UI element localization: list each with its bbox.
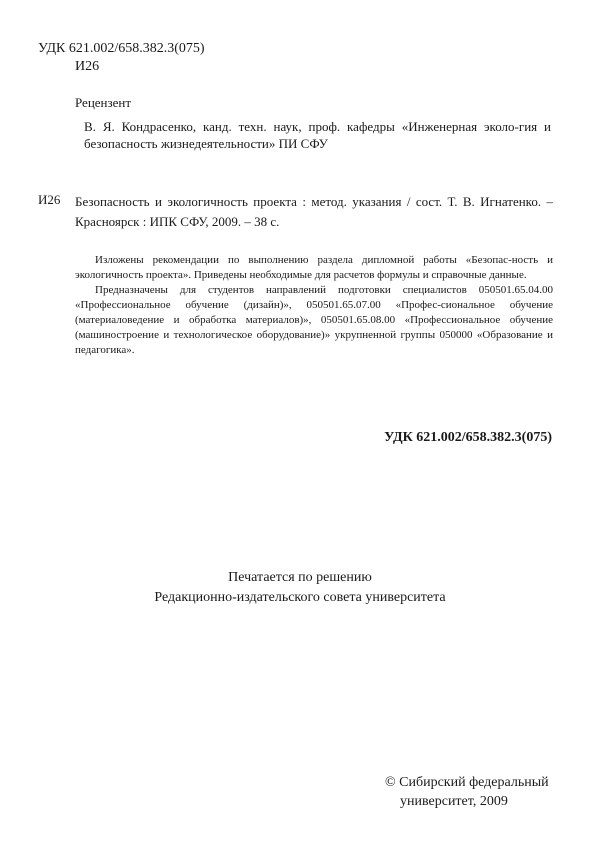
publish-line-2: Редакционно-издательского совета университета (154, 590, 446, 605)
copyright (385, 773, 549, 811)
copyright-line-1: © Сибирский федеральный (385, 775, 549, 790)
bibliography-code: И26 (38, 192, 61, 207)
annotation (75, 253, 553, 358)
udk-header: УДК 621.002/658.382.3(075) (38, 41, 205, 56)
author-code: И26 (75, 59, 100, 74)
copyright-line-2: университет, 2009 (400, 794, 508, 809)
annotation-paragraph-1: Изложены рекомендации по выполнению раздела дипломной работы «Безопас-ность и экологичность проекта». Приведены необходимые для расчетов формулы и справочные данные. (75, 254, 553, 281)
reviewer-label: Рецензент (75, 95, 132, 110)
annotation-paragraph-2: Предназначены для студентов направлений подготовки специалистов 050501.65.04.00 «Профессиональное обучение (дизайн)», 050501.65.07.00 «Профес-сиональное обучение (материаловедение и обработка материалов)», 050501.65.08.00 «Профессиональное обучение (машиностроение и технологическое оборудование)» укрупненной группы 050000 «Образование и педагогика». (75, 284, 553, 356)
publish-note (0, 568, 600, 608)
bibliography-text: Безопасность и экологичность проекта : метод. указания / сост. Т. В. Игнатенко. – Красноярск : ИПК СФУ, 2009. – 38 с. (75, 194, 553, 229)
publish-line-1: Печатается по решению (228, 570, 372, 585)
reviewer-text: В. Я. Кондрасенко, канд. техн. наук, проф. кафедры «Инженерная эколо-гия и безопасность жизнедеятельности» ПИ СФУ (84, 119, 551, 151)
udk-right: УДК 621.002/658.382.3(075) (384, 430, 552, 445)
